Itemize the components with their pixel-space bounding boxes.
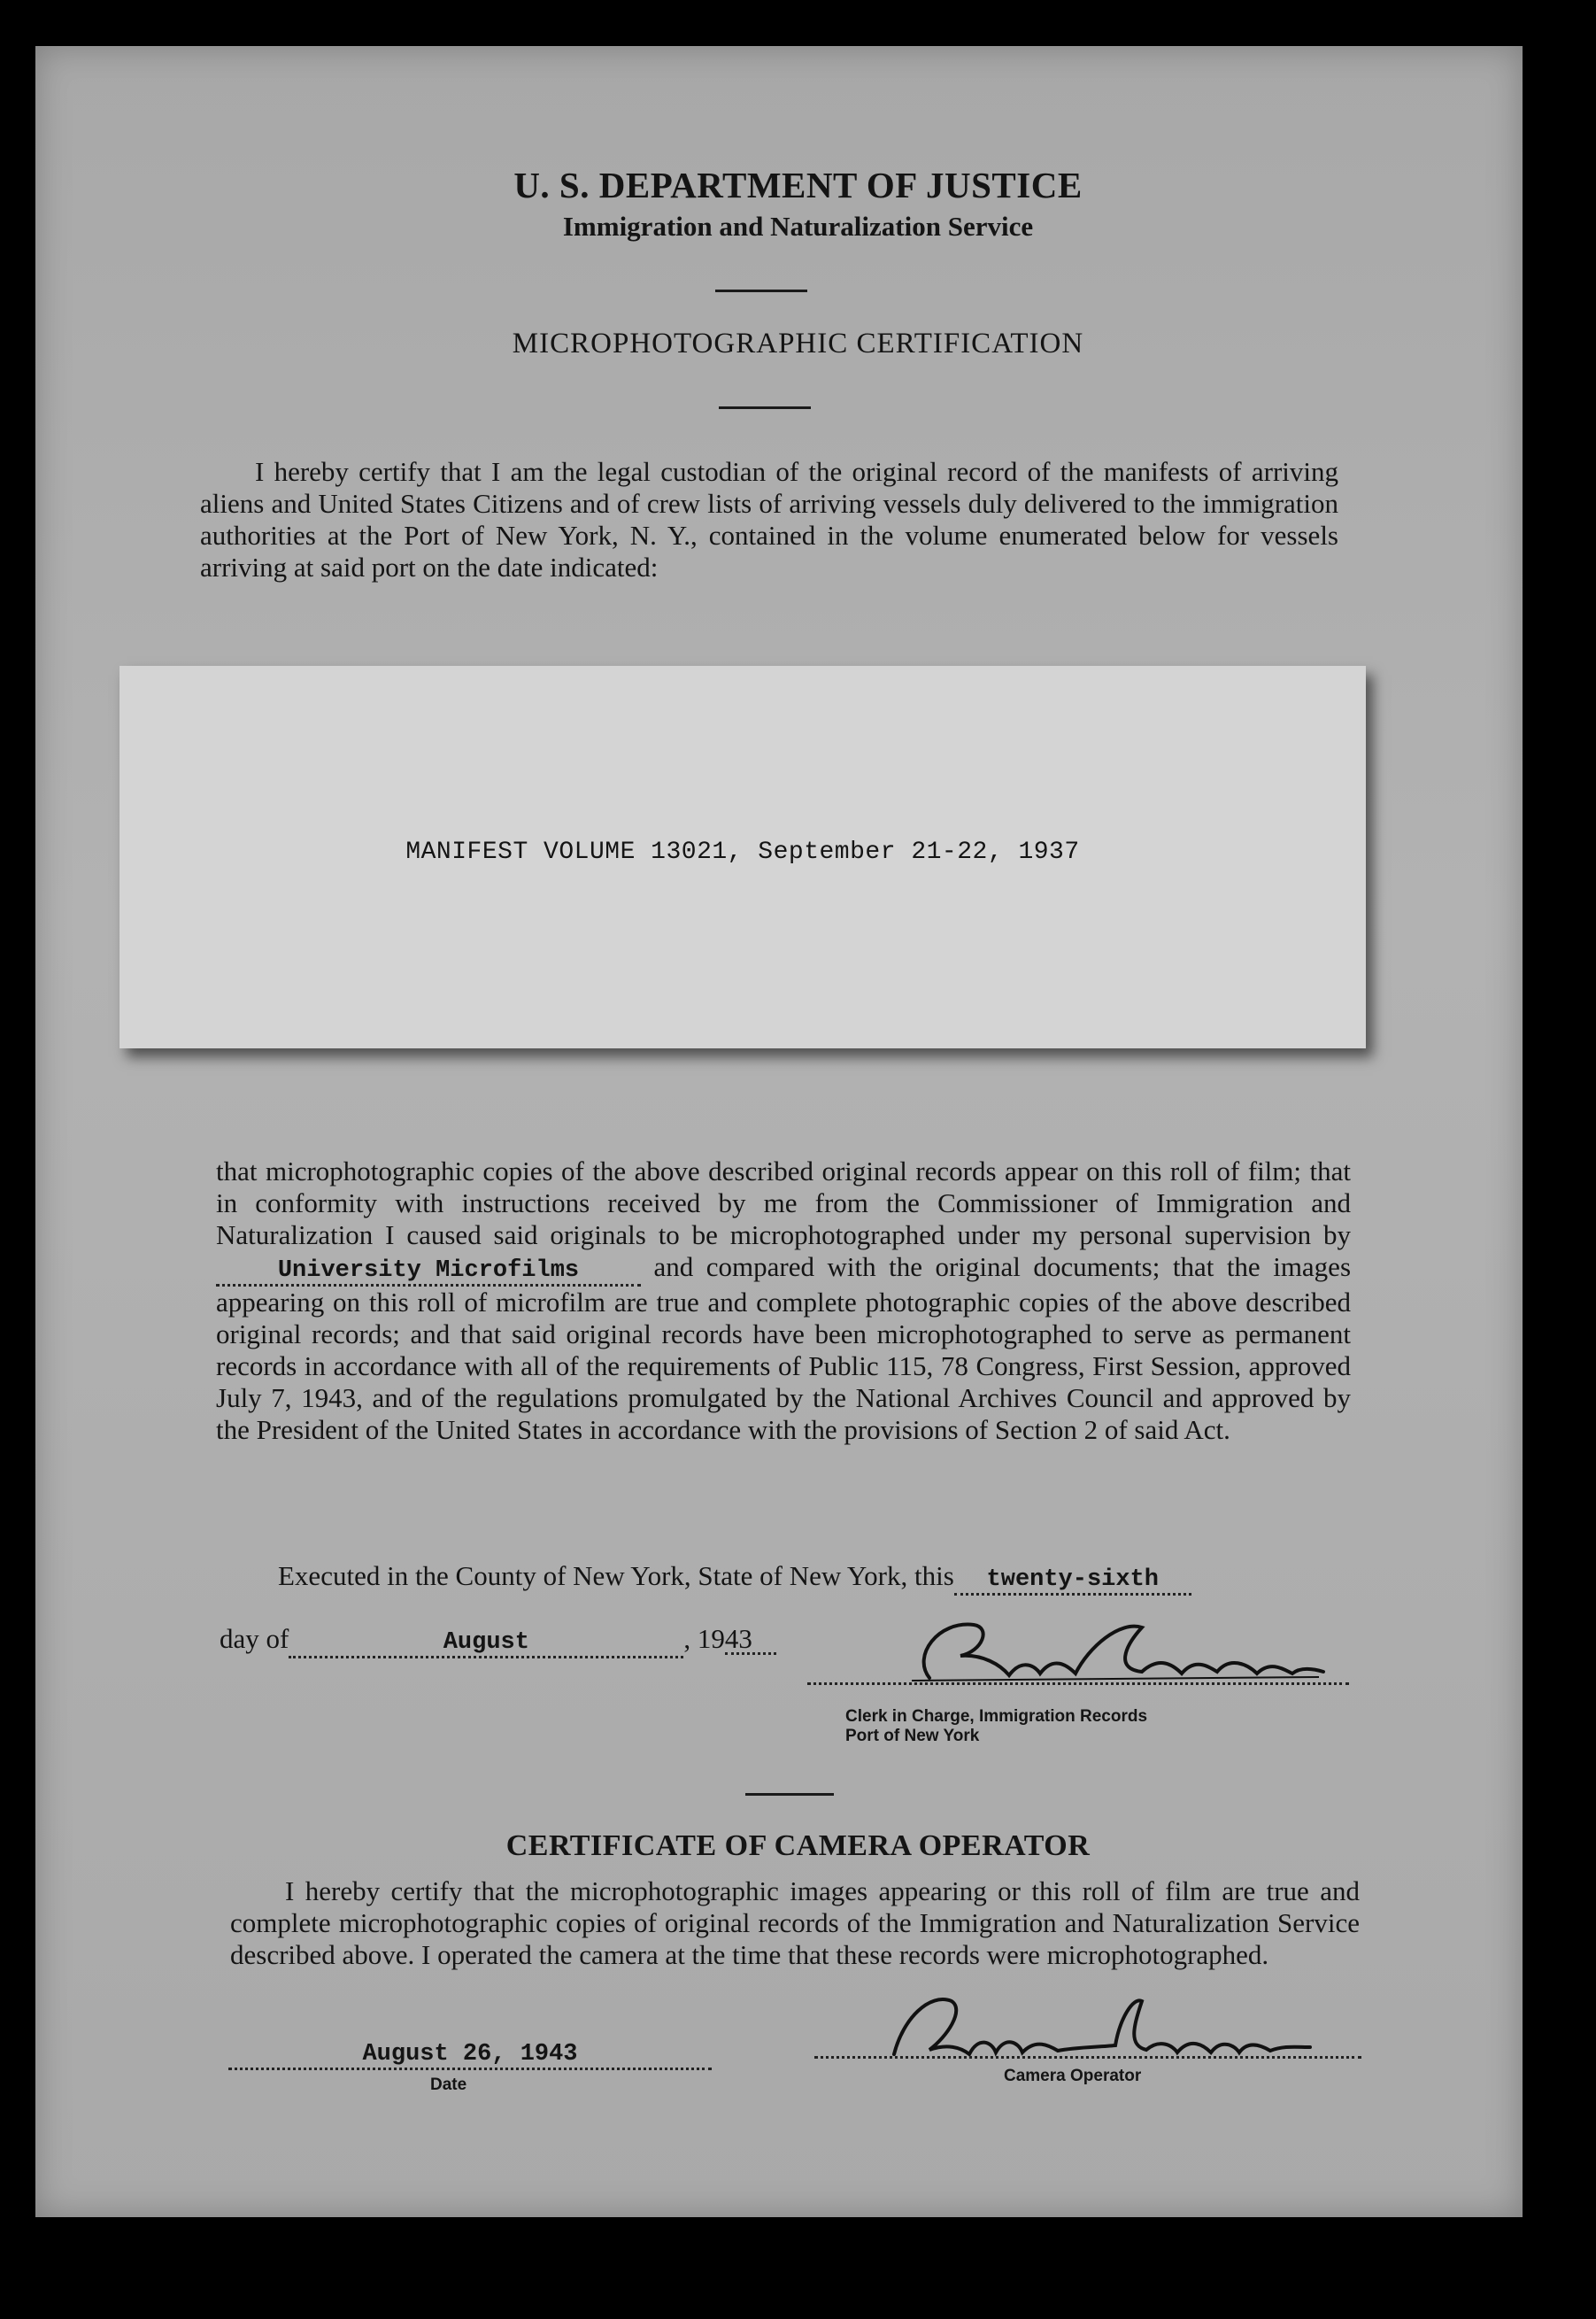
certification-title: MICROPHOTOGRAPHIC CERTIFICATION xyxy=(512,328,1084,359)
divider xyxy=(719,406,811,409)
manifest-volume-label: MANIFEST VOLUME 13021, September 21-22, 1937 xyxy=(405,839,1080,866)
body-after-filmer: and compared with the original documents; that the images appearing on this roll of microfilm are true and complete photographic copies of the above described original records; and that said original records have been microphotographed to serve as permanent records in accordance with all of the requirements of Public 115, 78 Congress, First Session, approved July 7, 1943, and of the regulations promulgated by the National Archives Council and approved by the President of the United States in accordance with the provisions of Section 2 of said Act. xyxy=(216,1251,1352,1445)
day-of-line xyxy=(220,1623,776,1658)
divider xyxy=(715,290,807,292)
month-field: August xyxy=(289,1629,683,1658)
clerk-signature-line xyxy=(807,1682,1349,1685)
clerk-port: Port of New York xyxy=(845,1727,980,1745)
year-field: 43 xyxy=(725,1626,776,1655)
filmer-field: University Microfilms xyxy=(216,1257,641,1287)
volume-strip xyxy=(120,666,1366,1048)
intro-text: I hereby certify that I am the legal custodian of the original record of the manifests of arriving aliens and United States Citizens and of crew lists of arriving vessels duly delivered to the immigration authorities at the Port of New York, N. Y., contained in the volume enumerated below for vessels arriving at said port on the date indicated: xyxy=(200,456,1338,583)
clerk-signature xyxy=(876,1603,1337,1700)
clerk-caption xyxy=(845,1707,1147,1746)
divider xyxy=(745,1793,834,1796)
day-of-label: day of xyxy=(220,1623,289,1654)
camera-text: I hereby certify that the microphotographic images appearing or this roll of film are true and complete microphotographic copies of original records of the Immigration and Naturalization Service described above. I operated the camera at the time that these records were microphotographed. xyxy=(230,1875,1360,1970)
body-before-filmer: that microphotographic copies of the above described original records appear on this roll of film; that in conformity with instructions received by me from the Commissioner of Immigration and Naturalization I caused said originals to be microphotographed under my personal supervision by xyxy=(216,1156,1351,1250)
year-prefix: , 19 xyxy=(683,1623,725,1654)
execution-line xyxy=(278,1560,1191,1596)
intro-paragraph xyxy=(200,456,1338,584)
body-text xyxy=(216,1156,1351,1446)
service-subheading: Immigration and Naturalization Service xyxy=(562,211,1034,242)
camera-date-line xyxy=(228,2035,712,2070)
execution-prefix: Executed in the County of New York, State of New York, this xyxy=(278,1560,954,1591)
camera-operator-heading: CERTIFICATE OF CAMERA OPERATOR xyxy=(505,1829,1091,1862)
clerk-title: Clerk in Charge, Immigration Records xyxy=(845,1707,1148,1726)
camera-operator-caption: Camera Operator xyxy=(1004,2067,1142,2085)
execution-day-field: twenty-sixth xyxy=(954,1566,1191,1596)
camera-date-field: August 26, 1943 xyxy=(228,2041,712,2070)
camera-operator-signature-line xyxy=(814,2056,1361,2059)
certification-body xyxy=(216,1156,1351,1446)
date-caption: Date xyxy=(430,2076,467,2094)
department-heading: U. S. DEPARTMENT OF JUSTICE xyxy=(513,165,1083,205)
camera-operator-paragraph xyxy=(230,1875,1360,1971)
